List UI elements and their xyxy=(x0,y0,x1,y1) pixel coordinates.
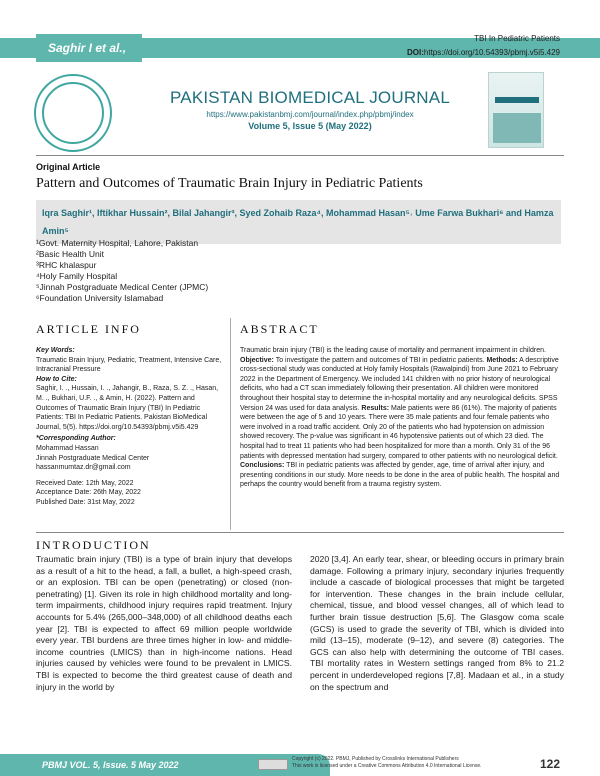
published-date: Published Date: 31st May, 2022 xyxy=(36,498,135,506)
objective-label: Objective: xyxy=(240,356,274,364)
article-title: Pattern and Outcomes of Traumatic Brain Injury in Pediatric Patients xyxy=(36,176,423,191)
cc-license-icon xyxy=(258,759,288,770)
conclusions-text: TBI in pediatric patients was affected by gender, age, time of arrival after injury, and presenting conditions in our study. More needs to be done in the area of public health. The hospital and perhaps the country would benefit from a trauma registry system. xyxy=(240,462,560,489)
running-author: Saghir I et al., xyxy=(36,34,142,62)
abstract-intro: Traumatic brain injury (TBI) is the leading cause of mortality and permanent impairment in children. xyxy=(240,347,546,354)
accepted-date: Acceptance Date: 26th May, 2022 xyxy=(36,489,141,497)
keywords-label: Key Words: xyxy=(36,347,75,354)
corresponding-name: Mohammad Hassan xyxy=(36,444,99,452)
affiliation: ³RHC khalaspur xyxy=(36,260,97,270)
journal-volume: Volume 5, Issue 5 (May 2022) xyxy=(248,121,372,131)
journal-logo xyxy=(34,74,112,152)
keywords: Traumatic Brain Injury, Pediatric, Treatment, Intensive Care, Intracranial Pressure xyxy=(36,356,222,374)
page-number: 122 xyxy=(539,757,560,771)
copyright-line: Copyright (c) 2022. PBMJ, Published by Crosslinks International Publishers xyxy=(292,756,459,762)
column-divider xyxy=(230,318,231,530)
doi-label: DOI: xyxy=(407,48,424,57)
results-label: Results: xyxy=(361,404,390,412)
corresponding-institution: Jinnah Postgraduate Medical Center xyxy=(36,454,150,462)
journal-short-title: TBI In Pediatric Patients xyxy=(474,34,560,43)
copyright xyxy=(292,756,482,770)
journal-cover-image xyxy=(488,72,544,148)
divider xyxy=(36,532,564,533)
cite-label: How to Cite: xyxy=(36,375,77,383)
methods-label: Methods: xyxy=(486,356,518,364)
affiliations xyxy=(36,238,208,304)
journal-name: PAKISTAN BIOMEDICAL JOURNAL xyxy=(170,88,450,107)
footer-issue: PBMJ VOL. 5, Issue. 5 May 2022 xyxy=(0,754,330,776)
citation: Saghir, I. ., Hussain, I. ., Jahangir, B., Raza, S. Z. ., Hasan, M. ., Bukhari, U.F. ., & Amin, H. (2022). Pattern and Outcomes of Traumatic Brain Injury (TBI) In Pediatric Patients: TBI In Pediatric Patients. Pakistan BioMedical Journal, 5(5). https://doi.org/10.54393/pbmj.v5i5.429 xyxy=(36,385,219,431)
divider xyxy=(36,155,564,156)
article-type: Original Article xyxy=(36,162,101,172)
affiliation: ⁵Jinnah Postgraduate Medical Center (JPMC) xyxy=(36,282,209,292)
corresponding-label: *Corresponding Author: xyxy=(36,435,116,443)
journal-url[interactable]: https://www.pakistanbmj.com/journal/index.php/pbmj/index xyxy=(206,110,414,119)
objective-text: To investigate the pattern and outcomes of TBI in pediatric patients. xyxy=(275,356,485,364)
article-info-heading: ARTICLE INFO xyxy=(36,322,141,336)
license-line[interactable]: This work is licensed under a Creative Commons Attribution 4.0 International License. xyxy=(292,763,482,769)
abstract-heading: ABSTRACT xyxy=(240,322,319,336)
results-text: Male patients were 86 (61%). The majority of patients were between the age of 5 and 10 years. There were 35 male patients and four female patients who were involved in a road traffic accident. Only 20 of the patients who had hypotension on admission showed recovery. The p-value was significant in 46 hypotensive patients out of which 23 died. The hospital had to treat 11 patients who had been hospitalized for more than a month. Only 31 of the 96 patients with depressed mentation had surgery, compared to other patients with no neurological deficit. xyxy=(240,404,558,460)
journal-masthead xyxy=(160,88,460,131)
abstract-body xyxy=(240,346,565,490)
affiliation: ²Basic Health Unit xyxy=(36,249,105,259)
running-header xyxy=(407,32,560,60)
author-list: Iqra Saghir¹, Iftikhar Hussain², Bilal Jahangir³, Syed Zohaib Raza⁴, Mohammad Hasan⁵˒ Ume Farwa Bukhari⁶ and Hamza Amin⁵ xyxy=(36,200,561,244)
affiliation: ⁶Foundation University Islamabad xyxy=(36,293,164,303)
corresponding-email[interactable]: hassanmumtaz.dr@gmail.com xyxy=(36,464,131,472)
affiliation: ⁴Holy Family Hospital xyxy=(36,271,118,281)
affiliation: ¹Govt. Maternity Hospital, Lahore, Pakistan xyxy=(36,238,199,248)
intro-column-right: 2020 [3,4]. An early tear, shear, or bleeding occurs in primary brain damage. Following a primary injury, secondary injuries frequently include a cascade of biological processes that might be targeted for intervention. These changes in the brain include cellular, chemical, tissue, and blood vessel changes, all of which lead to further brain tissue destruction [5,6]. The Glasgow coma scale (GCS) is used to grade the severity of TBI, which is divided into mild (13–15), moderate (9–12), and severe (8) categories. The GCS can also help with determining the outcome of TBI cases. TBI mortality rates in Western settings ranged from 8% to 21.2 percent in underdeveloped regions [7,8]. Madaan et al., in a study on the spectrum and xyxy=(310,554,564,692)
received-date: Received Date: 12th May, 2022 xyxy=(36,479,134,487)
conclusions-label: Conclusions: xyxy=(240,462,285,470)
article-info xyxy=(36,346,226,508)
methods-text: A descriptive cross-sectional study was conducted at Holy family Hospitals (Rawalpindi) from June 2021 to February 2022 in the Department of Emergency. We included 141 children with no prior history of neurological deficits, who had a CT scan immediately following their presentation. All children were monitored throughout their hospital stay to determine the in-hospital mortality and any neurological deficits. SPSS Version 24 was used for data analysis. xyxy=(240,356,559,412)
introduction-heading: INTRODUCTION xyxy=(36,538,151,552)
doi-link[interactable]: https://doi.org/10.54393/pbmj.v5i5.429 xyxy=(423,48,560,57)
intro-column-left: Traumatic brain injury (TBI) is a type of brain injury that develops as a result of a hit to the head, a fall, a bullet, a high-speed crash, or an explosion. TBI can be open (penetrating) or closed (non-penetrating) [1]. Given its role in high childhood mortality and long-term impairments, childhood injury requires rapid treatment. Injury accounts for 5.4% (265,000–348,000) of all childhood deaths each year [2]. TBI is expected to affect 69 million people worldwide every year. TBI burdens are three times higher in low- and middle-income countries (LMICS) than in high-income nations. Head injuries caused by vehicles were found to be prevalent in LMICS. TBI is expected to become the third greatest cause of death and injury in the world by xyxy=(36,554,292,692)
